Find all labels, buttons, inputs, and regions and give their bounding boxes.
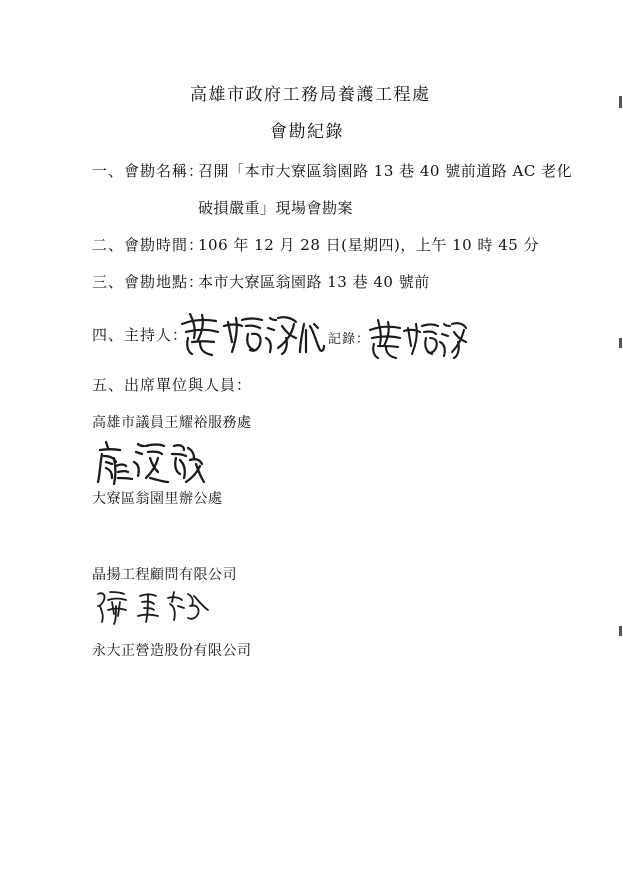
time-label: 二、會勘時間： bbox=[92, 236, 205, 254]
attendee-signature-3 bbox=[94, 586, 214, 626]
document-title: 會勘紀錄 bbox=[270, 122, 344, 142]
host-label: 四、主持人： bbox=[92, 326, 189, 344]
scan-edge-mark bbox=[619, 338, 622, 348]
attendees-label: 五、出席單位與人員： bbox=[92, 376, 253, 394]
attendee-unit-3: 晶揚工程顧問有限公司 bbox=[92, 567, 237, 583]
organization-title: 高雄市政府工務局養護工程處 bbox=[190, 85, 431, 105]
location-label: 三、會勘地點： bbox=[92, 273, 205, 291]
scan-edge-mark bbox=[619, 96, 622, 108]
location-value: 本市大寮區翁園路 13 巷 40 號前 bbox=[198, 273, 430, 291]
recorder-label: 記錄： bbox=[328, 332, 371, 347]
host-signature bbox=[178, 308, 328, 358]
attendee-unit-1: 高雄市議員王耀裕服務處 bbox=[92, 415, 252, 431]
attendee-signature-1 bbox=[96, 438, 206, 486]
attendee-unit-2: 大寮區翁園里辦公處 bbox=[92, 491, 223, 507]
scan-edge-mark bbox=[619, 626, 622, 636]
subject-label: 一、會勘名稱： bbox=[92, 162, 205, 180]
subject-value-line1: 召開「本市大寮區翁園路 13 巷 40 號前道路 AC 老化 bbox=[198, 162, 573, 180]
recorder-signature bbox=[366, 316, 470, 362]
subject-value-line2: 破損嚴重」現場會勘案 bbox=[198, 199, 354, 217]
time-value: 106 年 12 月 28 日(星期四)，上午 10 時 45 分 bbox=[198, 236, 540, 254]
attendee-unit-4: 永大正營造股份有限公司 bbox=[92, 643, 252, 659]
